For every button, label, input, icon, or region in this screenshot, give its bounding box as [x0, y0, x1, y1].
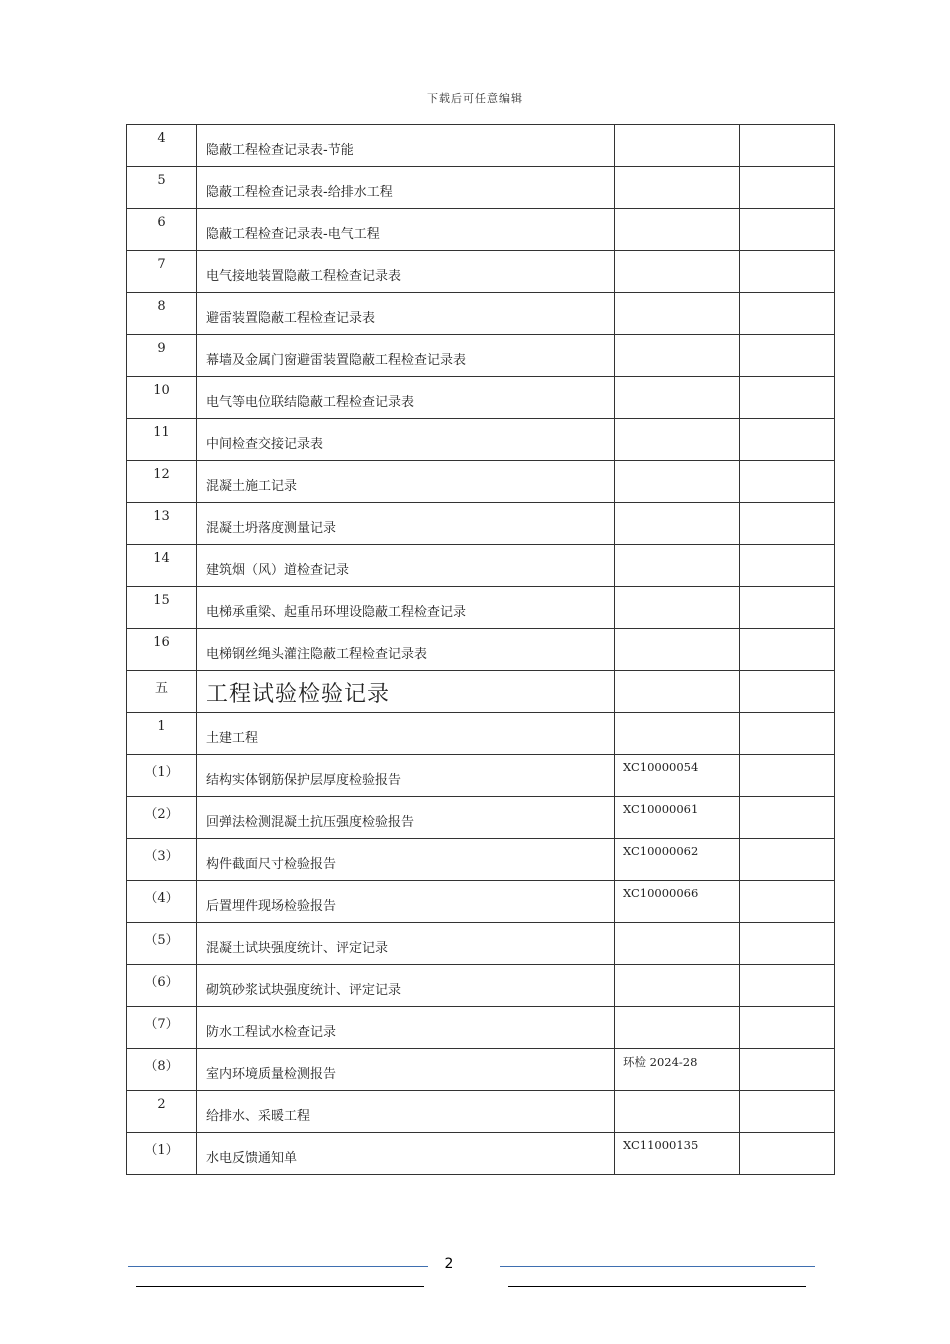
table-row — [127, 881, 835, 923]
footer-right-rule — [508, 1286, 806, 1287]
record-name: 砌筑砂浆试块强度统计、评定记录 — [206, 983, 402, 998]
table-row — [127, 671, 835, 713]
record-name: 防水工程试水检查记录 — [206, 1025, 337, 1040]
remarks-cell — [740, 965, 835, 1007]
row-number: 11 — [153, 425, 170, 440]
record-code — [615, 209, 739, 214]
record-name: 中间检查交接记录表 — [206, 437, 324, 452]
record-name: 电气等电位联结隐蔽工程检查记录表 — [206, 395, 415, 410]
record-code — [615, 713, 739, 718]
record-name: 混凝土试块强度统计、评定记录 — [206, 941, 389, 956]
remarks-cell — [740, 797, 835, 839]
record-code-cell — [615, 167, 740, 209]
record-name: 土建工程 — [206, 731, 259, 746]
row-number-cell — [127, 1049, 197, 1091]
remarks-cell — [740, 587, 835, 629]
row-number: 5 — [157, 173, 166, 188]
record-code-cell — [615, 965, 740, 1007]
page-number: 2 — [444, 1256, 454, 1272]
record-name: 隐蔽工程检查记录表-节能 — [206, 143, 354, 158]
record-name-cell — [197, 461, 615, 503]
row-number-cell — [127, 713, 197, 755]
record-name: 电梯承重梁、起重吊环埋设隐蔽工程检查记录 — [206, 605, 467, 620]
remarks-cell — [740, 167, 835, 209]
table-row — [127, 293, 835, 335]
row-number-cell — [127, 335, 197, 377]
row-number: 2 — [157, 1097, 166, 1112]
record-code — [615, 419, 739, 424]
row-number-cell — [127, 419, 197, 461]
row-number-cell — [127, 755, 197, 797]
record-name-cell — [197, 293, 615, 335]
row-number: 8 — [157, 299, 166, 314]
record-name: 隐蔽工程检查记录表-给排水工程 — [206, 185, 393, 200]
row-number: （7） — [144, 1017, 179, 1032]
record-name: 幕墙及金属门窗避雷装置隐蔽工程检查记录表 — [206, 353, 467, 368]
row-number-cell — [127, 839, 197, 881]
row-number: （3） — [144, 849, 179, 864]
table-row — [127, 1049, 835, 1091]
table-row — [127, 209, 835, 251]
record-code-cell — [615, 545, 740, 587]
record-name-cell — [197, 167, 615, 209]
page-footer — [0, 1254, 950, 1294]
row-number: （8） — [144, 1059, 179, 1074]
record-code — [615, 503, 739, 508]
record-name-cell — [197, 587, 615, 629]
record-code — [615, 335, 739, 340]
record-code-cell — [615, 251, 740, 293]
record-name-cell — [197, 209, 615, 251]
remarks-cell — [740, 293, 835, 335]
row-number-cell — [127, 587, 197, 629]
record-name: 建筑烟（风）道检查记录 — [206, 563, 350, 578]
record-code-cell — [615, 629, 740, 671]
row-number: （6） — [144, 975, 179, 990]
record-name: 室内环境质量检测报告 — [206, 1067, 337, 1082]
remarks-cell — [740, 839, 835, 881]
record-name-cell — [197, 545, 615, 587]
table-row — [127, 797, 835, 839]
record-name-cell — [197, 671, 615, 713]
row-number: （5） — [144, 933, 179, 948]
row-number-cell — [127, 167, 197, 209]
row-number-cell — [127, 209, 197, 251]
remarks-cell — [740, 755, 835, 797]
record-code-cell — [615, 923, 740, 965]
row-number: 五 — [154, 681, 168, 696]
record-name-cell — [197, 419, 615, 461]
record-name-cell — [197, 629, 615, 671]
record-code-cell — [615, 1049, 740, 1091]
row-number: 14 — [153, 551, 170, 566]
record-code-cell — [615, 209, 740, 251]
row-number: 9 — [157, 341, 166, 356]
record-name: 混凝土坍落度测量记录 — [206, 521, 337, 536]
row-number: 4 — [157, 131, 166, 146]
record-name-cell — [197, 839, 615, 881]
table-row — [127, 629, 835, 671]
record-code — [615, 923, 739, 928]
row-number: （4） — [144, 891, 179, 906]
row-number-cell — [127, 797, 197, 839]
record-name: 水电反馈通知单 — [206, 1151, 298, 1166]
row-number-cell — [127, 1133, 197, 1175]
record-code-cell — [615, 1133, 740, 1175]
record-name: 隐蔽工程检查记录表-电气工程 — [206, 227, 380, 242]
remarks-cell — [740, 377, 835, 419]
table-row — [127, 923, 835, 965]
table-row — [127, 1091, 835, 1133]
record-name-cell — [197, 1007, 615, 1049]
record-name: 避雷装置隐蔽工程检查记录表 — [206, 311, 376, 326]
remarks-cell — [740, 671, 835, 713]
row-number: 13 — [153, 509, 170, 524]
record-name-cell — [197, 251, 615, 293]
record-name-cell — [197, 125, 615, 167]
remarks-cell — [740, 1049, 835, 1091]
footer-right-rule-blue — [500, 1266, 815, 1267]
remarks-cell — [740, 461, 835, 503]
record-name-cell — [197, 1049, 615, 1091]
remarks-cell — [740, 629, 835, 671]
record-code — [615, 377, 739, 382]
record-code: XC10000062 — [623, 844, 699, 858]
remarks-cell — [740, 1007, 835, 1049]
remarks-cell — [740, 923, 835, 965]
row-number-cell — [127, 671, 197, 713]
remarks-cell — [740, 419, 835, 461]
record-code-cell — [615, 335, 740, 377]
record-code-cell — [615, 671, 740, 713]
record-name: 构件截面尺寸检验报告 — [206, 857, 337, 872]
record-code — [615, 125, 739, 130]
record-code-cell — [615, 881, 740, 923]
record-code — [615, 545, 739, 550]
table-row — [127, 755, 835, 797]
row-number: （2） — [144, 807, 179, 822]
record-code-cell — [615, 755, 740, 797]
record-code-cell — [615, 503, 740, 545]
record-code-cell — [615, 125, 740, 167]
record-code-cell — [615, 419, 740, 461]
record-code: XC10000066 — [623, 886, 699, 900]
table-row — [127, 377, 835, 419]
table-row — [127, 545, 835, 587]
remarks-cell — [740, 125, 835, 167]
record-name-cell — [197, 713, 615, 755]
row-number-cell — [127, 629, 197, 671]
record-name: 结构实体钢筋保护层厚度检验报告 — [206, 773, 402, 788]
record-code — [615, 293, 739, 298]
records-table-body — [127, 125, 835, 1175]
row-number-cell — [127, 293, 197, 335]
row-number-cell — [127, 1091, 197, 1133]
record-name-cell — [197, 797, 615, 839]
row-number: （1） — [144, 1143, 179, 1158]
row-number: 6 — [157, 215, 166, 230]
record-code-cell — [615, 797, 740, 839]
table-row — [127, 419, 835, 461]
record-code — [615, 461, 739, 466]
table-row — [127, 125, 835, 167]
row-number: 7 — [157, 257, 166, 272]
header-note: 下载后可任意编辑 — [427, 92, 523, 105]
table-row — [127, 839, 835, 881]
table-row — [127, 713, 835, 755]
table-row — [127, 461, 835, 503]
record-name-cell — [197, 1133, 615, 1175]
row-number: 10 — [153, 383, 170, 398]
table-row — [127, 503, 835, 545]
remarks-cell — [740, 503, 835, 545]
table-row — [127, 587, 835, 629]
record-name-cell — [197, 335, 615, 377]
record-code-cell — [615, 293, 740, 335]
record-code — [615, 629, 739, 634]
record-code-cell — [615, 1007, 740, 1049]
table-row — [127, 251, 835, 293]
record-code: XC10000061 — [623, 802, 699, 816]
record-code — [615, 1007, 739, 1012]
records-table — [126, 124, 835, 1175]
row-number-cell — [127, 251, 197, 293]
row-number-cell — [127, 881, 197, 923]
record-name-cell — [197, 755, 615, 797]
table-row — [127, 1133, 835, 1175]
record-code-cell — [615, 1091, 740, 1133]
record-code-cell — [615, 461, 740, 503]
remarks-cell — [740, 545, 835, 587]
table-row — [127, 965, 835, 1007]
record-code-cell — [615, 839, 740, 881]
footer-left-rule — [136, 1286, 424, 1287]
record-code — [615, 1091, 739, 1096]
row-number: 1 — [157, 719, 166, 734]
record-code-cell — [615, 587, 740, 629]
row-number-cell — [127, 377, 197, 419]
row-number-cell — [127, 1007, 197, 1049]
remarks-cell — [740, 335, 835, 377]
table-row — [127, 167, 835, 209]
footer-left-rule-blue — [128, 1266, 428, 1267]
row-number-cell — [127, 965, 197, 1007]
remarks-cell — [740, 713, 835, 755]
remarks-cell — [740, 881, 835, 923]
record-name-cell — [197, 881, 615, 923]
table-row — [127, 1007, 835, 1049]
remarks-cell — [740, 1133, 835, 1175]
row-number: （1） — [144, 765, 179, 780]
record-name-cell — [197, 923, 615, 965]
remarks-cell — [740, 251, 835, 293]
record-name: 回弹法检测混凝土抗压强度检验报告 — [206, 815, 415, 830]
record-name-cell — [197, 1091, 615, 1133]
row-number-cell — [127, 503, 197, 545]
record-name: 电气接地装置隐蔽工程检查记录表 — [206, 269, 402, 284]
record-code-cell — [615, 713, 740, 755]
section-title: 工程试验检验记录 — [206, 682, 391, 707]
row-number: 15 — [153, 593, 170, 608]
record-name-cell — [197, 503, 615, 545]
row-number-cell — [127, 545, 197, 587]
remarks-cell — [740, 209, 835, 251]
record-code-cell — [615, 377, 740, 419]
record-name: 电梯钢丝绳头灌注隐蔽工程检查记录表 — [206, 647, 428, 662]
remarks-cell — [740, 1091, 835, 1133]
record-name: 混凝土施工记录 — [206, 479, 298, 494]
row-number: 12 — [153, 467, 170, 482]
row-number-cell — [127, 461, 197, 503]
record-code: XC10000054 — [623, 760, 699, 774]
record-name: 给排水、采暖工程 — [206, 1109, 311, 1124]
record-code — [615, 167, 739, 172]
record-code — [615, 251, 739, 256]
record-code: 环检 2024-28 — [623, 1055, 698, 1069]
row-number-cell — [127, 923, 197, 965]
row-number-cell — [127, 125, 197, 167]
record-code — [615, 671, 739, 676]
record-name-cell — [197, 965, 615, 1007]
record-code — [615, 587, 739, 592]
table-row — [127, 335, 835, 377]
row-number: 16 — [153, 635, 170, 650]
record-code — [615, 965, 739, 970]
record-name: 后置埋件现场检验报告 — [206, 899, 337, 914]
record-code: XC11000135 — [623, 1138, 699, 1152]
record-name-cell — [197, 377, 615, 419]
